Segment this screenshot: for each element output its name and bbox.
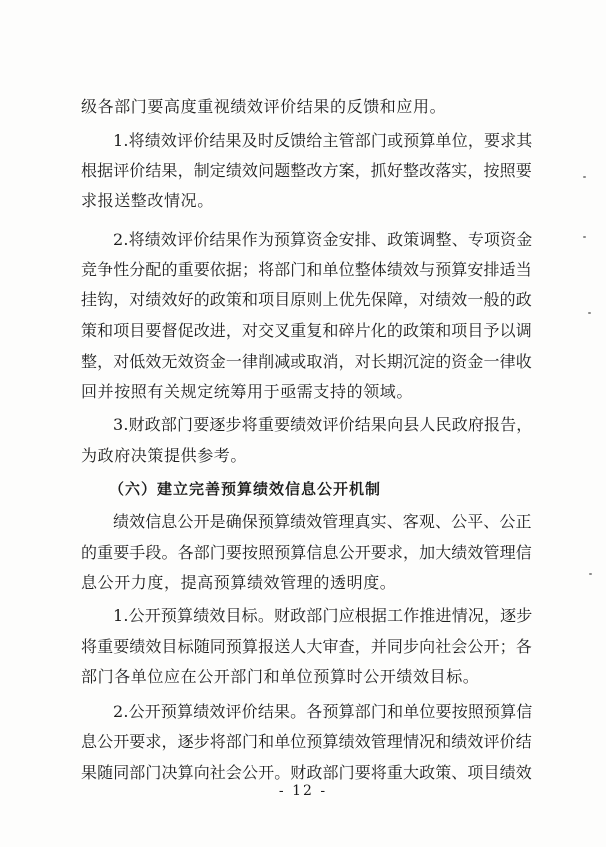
text-line: 级各部门要高度重视绩效评价结果的反馈和应用。 <box>81 97 447 116</box>
text-line: 整，对低效无效资金一律削减或取消，对长期沉淀的资金一律收 <box>81 352 532 371</box>
text-line: 部门各单位应在公开部门和单位预算时公开绩效目标。 <box>81 667 480 686</box>
text-line: 回并按照有关规定统筹用于亟需支持的领域。 <box>81 382 414 401</box>
text-line: 将重要绩效目标随同预算报送人大审查，并同步向社会公开；各 <box>81 637 532 656</box>
text-line: 为政府决策提供参考。 <box>81 446 248 465</box>
scan-speck <box>583 236 586 238</box>
text-line: 1.公开预算绩效目标。财政部门应根据工作推进情况，逐步 <box>113 606 533 625</box>
page-number: - 12 - <box>278 783 328 799</box>
text-line: 绩效信息公开是确保预算绩效管理真实、客观、公平、公正 <box>113 512 532 531</box>
text-line: 策和项目要督促改进，对交叉重复和碎片化的政策和项目予以调 <box>81 321 532 340</box>
scan-speck <box>583 176 586 178</box>
text-line: 3.财政部门要逐步将重要绩效评价结果向县人民政府报告， <box>113 415 533 434</box>
text-line: 2.公开预算绩效评价结果。各预算部门和单位要按照预算信 <box>113 702 533 721</box>
section-heading: （六）建立完善预算绩效信息公开机制 <box>109 480 382 498</box>
scan-speck <box>588 312 591 314</box>
scan-speck <box>589 573 592 575</box>
text-line: 挂钩，对绩效好的政策和项目原则上优先保障，对绩效一般的政 <box>81 290 532 309</box>
text-line: 求报送整改情况。 <box>81 191 214 210</box>
text-line: 1.将绩效评价结果及时反馈给主管部门或预算单位，要求其 <box>113 131 533 150</box>
text-line: 竞争性分配的重要依据；将部门和单位整体绩效与预算安排适当 <box>81 260 532 279</box>
text-line: 息公开力度，提高预算绩效管理的透明度。 <box>81 573 397 592</box>
text-line: 息公开要求，逐步将部门和单位预算绩效管理情况和绩效评价结 <box>81 732 532 751</box>
text-line: 果随同部门决算向社会公开。财政部门要将重大政策、项目绩效 <box>81 763 532 782</box>
text-line: 2.将绩效评价结果作为预算资金安排、政策调整、专项资金 <box>113 230 533 249</box>
text-line: 根据评价结果，制定绩效问题整改方案，抓好整改落实，按照要 <box>81 161 532 180</box>
text-line: 的重要手段。各部门要按照预算信息公开要求，加大绩效管理信 <box>81 543 532 562</box>
